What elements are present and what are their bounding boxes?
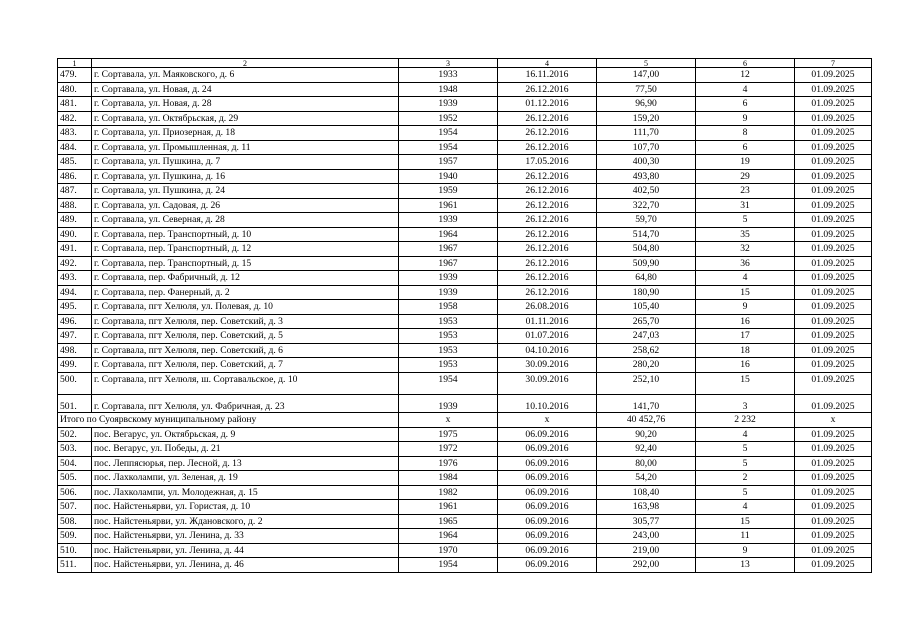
cell-residents: 15 [696, 514, 795, 529]
cell-address: г. Сортавала, пгт Хелюля, ул. Фабричная, д. 23 [92, 395, 399, 413]
cell-renovation-date: 01.09.2025 [795, 558, 872, 573]
cell-renovation-date: 01.09.2025 [795, 256, 872, 271]
housing-register-table [57, 58, 872, 573]
table-row [58, 329, 872, 344]
cell-inclusion-date: 06.09.2016 [498, 558, 597, 573]
cell-year-built: 1939 [399, 395, 498, 413]
cell-inclusion-date: 06.09.2016 [498, 543, 597, 558]
cell-inclusion-date: 26.12.2016 [498, 198, 597, 213]
cell-row-number: 492. [58, 256, 92, 271]
table-body [58, 59, 872, 573]
cell-year-built: 1982 [399, 485, 498, 500]
cell-renovation-date: 01.09.2025 [795, 126, 872, 141]
cell-year-built: 1953 [399, 358, 498, 373]
cell-renovation-date: 01.09.2025 [795, 198, 872, 213]
total-year-built: x [399, 413, 498, 428]
cell-year-built: 1961 [399, 500, 498, 515]
cell-renovation-date: 01.09.2025 [795, 213, 872, 228]
cell-address: г. Сортавала, пгт Хелюля, пер. Советский, д. 3 [92, 314, 399, 329]
cell-area: 80,00 [597, 456, 696, 471]
cell-row-number: 493. [58, 271, 92, 286]
cell-area: 59,70 [597, 213, 696, 228]
cell-residents: 35 [696, 227, 795, 242]
cell-address: г. Сортавала, ул. Садовая, д. 26 [92, 198, 399, 213]
cell-year-built: 1984 [399, 471, 498, 486]
cell-residents: 9 [696, 300, 795, 315]
cell-residents: 4 [696, 500, 795, 515]
cell-residents: 5 [696, 485, 795, 500]
cell-row-number: 509. [58, 529, 92, 544]
table-row [58, 213, 872, 228]
cell-address: пос. Найстеньярви, ул. Гористая, д. 10 [92, 500, 399, 515]
table-row [58, 227, 872, 242]
table-row [58, 529, 872, 544]
cell-address: г. Сортавала, пер. Транспортный, д. 15 [92, 256, 399, 271]
cell-inclusion-date: 06.09.2016 [498, 500, 597, 515]
cell-year-built: 1952 [399, 111, 498, 126]
cell-renovation-date: 01.09.2025 [795, 514, 872, 529]
cell-row-number: 491. [58, 242, 92, 257]
cell-residents: 4 [696, 82, 795, 97]
cell-inclusion-date: 06.09.2016 [498, 456, 597, 471]
cell-area: 108,40 [597, 485, 696, 500]
table-row [58, 456, 872, 471]
table-row [58, 343, 872, 358]
cell-year-built: 1954 [399, 140, 498, 155]
cell-inclusion-date: 26.12.2016 [498, 140, 597, 155]
table-row [58, 140, 872, 155]
cell-area: 305,77 [597, 514, 696, 529]
table-row [58, 514, 872, 529]
cell-row-number: 480. [58, 82, 92, 97]
cell-year-built: 1976 [399, 456, 498, 471]
cell-address: пос. Лахколампи, ул. Зеленая, д. 19 [92, 471, 399, 486]
cell-renovation-date: 01.09.2025 [795, 529, 872, 544]
cell-address: пос. Найстеньярви, ул. Ленина, д. 46 [92, 558, 399, 573]
cell-year-built: 1939 [399, 285, 498, 300]
cell-renovation-date: 01.09.2025 [795, 285, 872, 300]
cell-row-number: 489. [58, 213, 92, 228]
cell-address: г. Сортавала, пер. Транспортный, д. 10 [92, 227, 399, 242]
cell-year-built: 1967 [399, 242, 498, 257]
cell-address: пос. Найстеньярви, ул. Ленина, д. 44 [92, 543, 399, 558]
cell-year-built: 1964 [399, 227, 498, 242]
cell-renovation-date: 01.09.2025 [795, 343, 872, 358]
cell-inclusion-date: 06.09.2016 [498, 471, 597, 486]
table-row [58, 68, 872, 83]
cell-renovation-date: 01.09.2025 [795, 395, 872, 413]
cell-inclusion-date: 01.11.2016 [498, 314, 597, 329]
cell-row-number: 503. [58, 442, 92, 457]
cell-residents: 9 [696, 543, 795, 558]
table-row [58, 558, 872, 573]
cell-address: пос. Леппясюрья, пер. Лесной, д. 13 [92, 456, 399, 471]
cell-year-built: 1957 [399, 155, 498, 170]
cell-area: 265,70 [597, 314, 696, 329]
cell-area: 54,20 [597, 471, 696, 486]
cell-inclusion-date: 26.12.2016 [498, 285, 597, 300]
table-row [58, 97, 872, 112]
cell-area: 252,10 [597, 372, 696, 395]
cell-inclusion-date: 16.11.2016 [498, 68, 597, 83]
cell-renovation-date: 01.09.2025 [795, 68, 872, 83]
cell-renovation-date: 01.09.2025 [795, 111, 872, 126]
table-row [58, 271, 872, 286]
cell-year-built: 1954 [399, 558, 498, 573]
table-row [58, 82, 872, 97]
cell-renovation-date: 01.09.2025 [795, 442, 872, 457]
cell-area: 509,90 [597, 256, 696, 271]
cell-inclusion-date: 26.12.2016 [498, 82, 597, 97]
cell-residents: 19 [696, 155, 795, 170]
cell-area: 504,80 [597, 242, 696, 257]
cell-year-built: 1953 [399, 343, 498, 358]
cell-residents: 6 [696, 140, 795, 155]
cell-inclusion-date: 06.09.2016 [498, 442, 597, 457]
table-row [58, 543, 872, 558]
cell-renovation-date: 01.09.2025 [795, 184, 872, 199]
cell-year-built: 1933 [399, 68, 498, 83]
total-row [58, 413, 872, 428]
cell-year-built: 1954 [399, 372, 498, 395]
table-row [58, 314, 872, 329]
cell-area: 64,80 [597, 271, 696, 286]
column-number-2: 2 [92, 59, 399, 68]
cell-renovation-date: 01.09.2025 [795, 456, 872, 471]
cell-area: 322,70 [597, 198, 696, 213]
cell-area: 280,20 [597, 358, 696, 373]
cell-renovation-date: 01.09.2025 [795, 242, 872, 257]
cell-renovation-date: 01.09.2025 [795, 372, 872, 395]
cell-row-number: 479. [58, 68, 92, 83]
cell-row-number: 496. [58, 314, 92, 329]
cell-renovation-date: 01.09.2025 [795, 543, 872, 558]
cell-area: 514,70 [597, 227, 696, 242]
cell-inclusion-date: 17.05.2016 [498, 155, 597, 170]
cell-renovation-date: 01.09.2025 [795, 471, 872, 486]
cell-area: 493,80 [597, 169, 696, 184]
table-row [58, 242, 872, 257]
cell-residents: 13 [696, 558, 795, 573]
cell-residents: 3 [696, 395, 795, 413]
cell-inclusion-date: 26.12.2016 [498, 169, 597, 184]
cell-year-built: 1953 [399, 314, 498, 329]
cell-area: 402,50 [597, 184, 696, 199]
cell-area: 258,62 [597, 343, 696, 358]
cell-year-built: 1953 [399, 329, 498, 344]
cell-area: 247,03 [597, 329, 696, 344]
cell-address: г. Сортавала, пгт Хелюля, пер. Советский, д. 6 [92, 343, 399, 358]
cell-row-number: 502. [58, 427, 92, 442]
cell-residents: 5 [696, 213, 795, 228]
total-residents: 2 232 [696, 413, 795, 428]
cell-residents: 29 [696, 169, 795, 184]
cell-renovation-date: 01.09.2025 [795, 271, 872, 286]
cell-renovation-date: 01.09.2025 [795, 140, 872, 155]
cell-residents: 5 [696, 442, 795, 457]
cell-row-number: 495. [58, 300, 92, 315]
table-row [58, 126, 872, 141]
cell-address: г. Сортавала, ул. Маяковского, д. 6 [92, 68, 399, 83]
cell-area: 180,90 [597, 285, 696, 300]
table-row [58, 485, 872, 500]
cell-area: 90,20 [597, 427, 696, 442]
cell-year-built: 1948 [399, 82, 498, 97]
cell-row-number: 488. [58, 198, 92, 213]
cell-area: 107,70 [597, 140, 696, 155]
cell-inclusion-date: 26.12.2016 [498, 242, 597, 257]
cell-inclusion-date: 26.12.2016 [498, 111, 597, 126]
cell-inclusion-date: 04.10.2016 [498, 343, 597, 358]
cell-address: пос. Лахколампи, ул. Молодежная, д. 15 [92, 485, 399, 500]
cell-area: 163,98 [597, 500, 696, 515]
cell-renovation-date: 01.09.2025 [795, 300, 872, 315]
cell-area: 147,00 [597, 68, 696, 83]
cell-inclusion-date: 10.10.2016 [498, 395, 597, 413]
cell-address: г. Сортавала, ул. Пушкина, д. 24 [92, 184, 399, 199]
cell-address: г. Сортавала, ул. Приозерная, д. 18 [92, 126, 399, 141]
cell-residents: 12 [696, 68, 795, 83]
cell-year-built: 1972 [399, 442, 498, 457]
cell-address: г. Сортавала, пгт Хелюля, пер. Советский, д. 5 [92, 329, 399, 344]
cell-address: г. Сортавала, ул. Пушкина, д. 16 [92, 169, 399, 184]
cell-area: 292,00 [597, 558, 696, 573]
cell-area: 243,00 [597, 529, 696, 544]
total-area: 40 452,76 [597, 413, 696, 428]
cell-row-number: 487. [58, 184, 92, 199]
table-row [58, 111, 872, 126]
cell-year-built: 1958 [399, 300, 498, 315]
table-row [58, 427, 872, 442]
cell-inclusion-date: 30.09.2016 [498, 372, 597, 395]
cell-address: г. Сортавала, пер. Транспортный, д. 12 [92, 242, 399, 257]
cell-address: г. Сортавала, пгт Хелюля, ул. Полевая, д. 10 [92, 300, 399, 315]
cell-residents: 15 [696, 285, 795, 300]
cell-inclusion-date: 06.09.2016 [498, 514, 597, 529]
table-row [58, 471, 872, 486]
cell-area: 400,30 [597, 155, 696, 170]
cell-residents: 11 [696, 529, 795, 544]
cell-row-number: 485. [58, 155, 92, 170]
cell-year-built: 1964 [399, 529, 498, 544]
cell-area: 96,90 [597, 97, 696, 112]
cell-address: г. Сортавала, ул. Октябрьская, д. 29 [92, 111, 399, 126]
cell-area: 141,70 [597, 395, 696, 413]
cell-year-built: 1975 [399, 427, 498, 442]
cell-row-number: 481. [58, 97, 92, 112]
column-number-row [58, 59, 872, 68]
cell-inclusion-date: 26.12.2016 [498, 126, 597, 141]
cell-row-number: 497. [58, 329, 92, 344]
cell-year-built: 1965 [399, 514, 498, 529]
cell-inclusion-date: 26.12.2016 [498, 184, 597, 199]
cell-residents: 18 [696, 343, 795, 358]
table-row [58, 155, 872, 170]
cell-row-number: 508. [58, 514, 92, 529]
cell-inclusion-date: 26.12.2016 [498, 213, 597, 228]
cell-address: г. Сортавала, ул. Северная, д. 28 [92, 213, 399, 228]
cell-residents: 16 [696, 358, 795, 373]
column-number-7: 7 [795, 59, 872, 68]
table-row [58, 372, 872, 395]
cell-row-number: 507. [58, 500, 92, 515]
cell-renovation-date: 01.09.2025 [795, 500, 872, 515]
cell-inclusion-date: 26.12.2016 [498, 227, 597, 242]
cell-residents: 36 [696, 256, 795, 271]
cell-area: 219,00 [597, 543, 696, 558]
cell-address: г. Сортавала, ул. Пушкина, д. 7 [92, 155, 399, 170]
column-number-4: 4 [498, 59, 597, 68]
cell-renovation-date: 01.09.2025 [795, 358, 872, 373]
cell-row-number: 504. [58, 456, 92, 471]
cell-area: 111,70 [597, 126, 696, 141]
table-row [58, 256, 872, 271]
table-row [58, 184, 872, 199]
table-row [58, 169, 872, 184]
table-row [58, 358, 872, 373]
cell-inclusion-date: 26.12.2016 [498, 256, 597, 271]
cell-address: г. Сортавала, пгт Хелюля, ш. Сортавальское, д. 10 [92, 372, 399, 395]
cell-residents: 32 [696, 242, 795, 257]
cell-renovation-date: 01.09.2025 [795, 427, 872, 442]
cell-residents: 31 [696, 198, 795, 213]
cell-year-built: 1940 [399, 169, 498, 184]
cell-row-number: 490. [58, 227, 92, 242]
cell-address: г. Сортавала, ул. Новая, д. 28 [92, 97, 399, 112]
cell-inclusion-date: 06.09.2016 [498, 427, 597, 442]
total-renovation-date: x [795, 413, 872, 428]
cell-row-number: 483. [58, 126, 92, 141]
cell-residents: 9 [696, 111, 795, 126]
cell-inclusion-date: 26.08.2016 [498, 300, 597, 315]
cell-year-built: 1961 [399, 198, 498, 213]
cell-inclusion-date: 26.12.2016 [498, 271, 597, 286]
cell-address: пос. Вегарус, ул. Победы, д. 21 [92, 442, 399, 457]
cell-address: пос. Вегарус, ул. Октябрьская, д. 9 [92, 427, 399, 442]
cell-row-number: 505. [58, 471, 92, 486]
cell-inclusion-date: 06.09.2016 [498, 485, 597, 500]
cell-year-built: 1939 [399, 213, 498, 228]
cell-area: 77,50 [597, 82, 696, 97]
cell-address: г. Сортавала, ул. Промышленная, д. 11 [92, 140, 399, 155]
cell-row-number: 498. [58, 343, 92, 358]
cell-row-number: 484. [58, 140, 92, 155]
cell-year-built: 1939 [399, 97, 498, 112]
table-row [58, 300, 872, 315]
table-row [58, 442, 872, 457]
cell-row-number: 510. [58, 543, 92, 558]
cell-renovation-date: 01.09.2025 [795, 155, 872, 170]
cell-residents: 4 [696, 271, 795, 286]
cell-address: г. Сортавала, ул. Новая, д. 24 [92, 82, 399, 97]
cell-year-built: 1967 [399, 256, 498, 271]
cell-residents: 2 [696, 471, 795, 486]
cell-area: 92,40 [597, 442, 696, 457]
cell-year-built: 1959 [399, 184, 498, 199]
cell-residents: 6 [696, 97, 795, 112]
table-row [58, 395, 872, 413]
cell-address: г. Сортавала, пер. Фанерный, д. 2 [92, 285, 399, 300]
cell-renovation-date: 01.09.2025 [795, 227, 872, 242]
cell-address: г. Сортавала, пгт Хелюля, пер. Советский, д. 7 [92, 358, 399, 373]
cell-area: 105,40 [597, 300, 696, 315]
cell-year-built: 1970 [399, 543, 498, 558]
cell-renovation-date: 01.09.2025 [795, 97, 872, 112]
total-inclusion-date: x [498, 413, 597, 428]
cell-year-built: 1939 [399, 271, 498, 286]
column-number-5: 5 [597, 59, 696, 68]
table-row [58, 198, 872, 213]
table-row [58, 500, 872, 515]
cell-residents: 15 [696, 372, 795, 395]
cell-renovation-date: 01.09.2025 [795, 82, 872, 97]
table-row [58, 285, 872, 300]
cell-renovation-date: 01.09.2025 [795, 169, 872, 184]
total-label: Итого по Суоярвскому муниципальному району [58, 413, 399, 428]
cell-renovation-date: 01.09.2025 [795, 485, 872, 500]
cell-row-number: 494. [58, 285, 92, 300]
cell-inclusion-date: 01.07.2016 [498, 329, 597, 344]
cell-row-number: 501. [58, 395, 92, 413]
cell-year-built: 1954 [399, 126, 498, 141]
column-number-1: 1 [58, 59, 92, 68]
cell-address: пос. Найстеньярви, ул. Ждановского, д. 2 [92, 514, 399, 529]
cell-residents: 17 [696, 329, 795, 344]
column-number-6: 6 [696, 59, 795, 68]
column-number-3: 3 [399, 59, 498, 68]
cell-residents: 4 [696, 427, 795, 442]
cell-row-number: 499. [58, 358, 92, 373]
cell-row-number: 486. [58, 169, 92, 184]
cell-inclusion-date: 01.12.2016 [498, 97, 597, 112]
cell-address: г. Сортавала, пер. Фабричный, д. 12 [92, 271, 399, 286]
cell-row-number: 511. [58, 558, 92, 573]
cell-row-number: 506. [58, 485, 92, 500]
cell-residents: 8 [696, 126, 795, 141]
cell-renovation-date: 01.09.2025 [795, 314, 872, 329]
cell-residents: 5 [696, 456, 795, 471]
cell-row-number: 482. [58, 111, 92, 126]
cell-residents: 23 [696, 184, 795, 199]
cell-row-number: 500. [58, 372, 92, 395]
cell-inclusion-date: 06.09.2016 [498, 529, 597, 544]
cell-renovation-date: 01.09.2025 [795, 329, 872, 344]
cell-address: пос. Найстеньярви, ул. Ленина, д. 33 [92, 529, 399, 544]
cell-inclusion-date: 30.09.2016 [498, 358, 597, 373]
cell-residents: 16 [696, 314, 795, 329]
cell-area: 159,20 [597, 111, 696, 126]
